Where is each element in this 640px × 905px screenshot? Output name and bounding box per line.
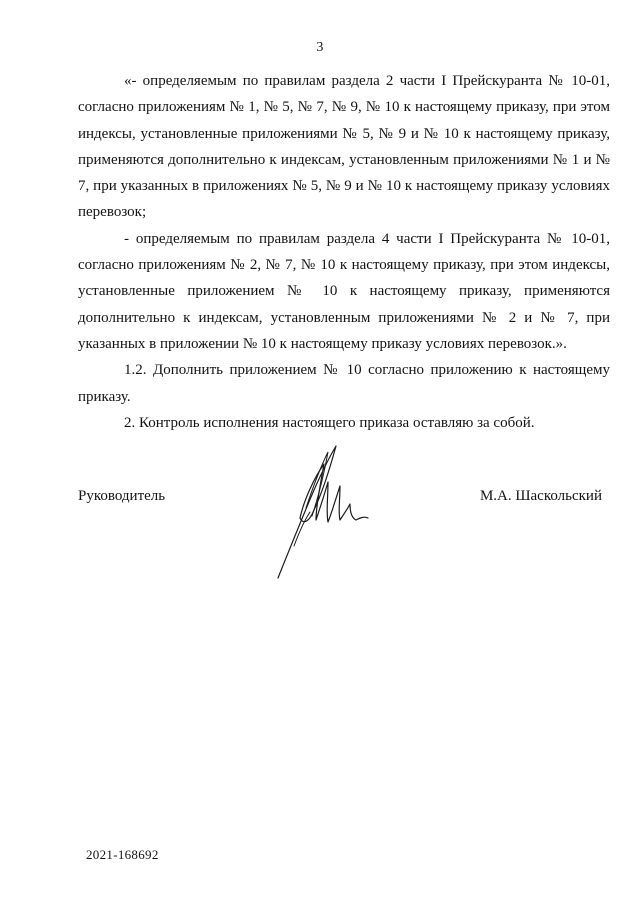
paragraph-2: - определяемым по правилам раздела 4 части I Прейскуранта № 10-01, согласно приложениям № 2, № 7, № 10 к настоящему приказу, при этом индексы, установленные приложением № 10 к настоящему приказу, применяются дополнительно к индексам, установленным приложениями № 2 и № 7, при указанных в приложении № 10 к настоящему приказу условиях перевозок.». <box>78 230 610 352</box>
handwritten-signature <box>270 438 380 580</box>
paragraph-3: 1.2. Дополнить приложением № 10 согласно приложению к настоящему приказу. <box>78 362 610 405</box>
signer-title: Руководитель <box>78 488 166 504</box>
paragraph-4: 2. Контроль исполнения настоящего приказа оставляю за собой. <box>124 414 535 431</box>
signer-name: М.А. Шаскольский <box>479 488 602 504</box>
page-number: 3 <box>316 40 324 55</box>
document-code: 2021-168692 <box>86 847 159 862</box>
document-body <box>78 68 610 436</box>
paragraph-1: «- определяемым по правилам раздела 2 части I Прейскуранта № 10-01, согласно приложениям № 1, № 5, № 7, № 9, № 10 к настоящему приказу, при этом индексы, установленные приложениями № 5, № 9 и № 10 к настоящему приказу, применяются дополнительно к индексам, установленным приложениями № 1 и № 7, при указанных в приложениях № 5, № 9 и № 10 к настоящему приказу условиях перевозок; <box>78 73 610 221</box>
